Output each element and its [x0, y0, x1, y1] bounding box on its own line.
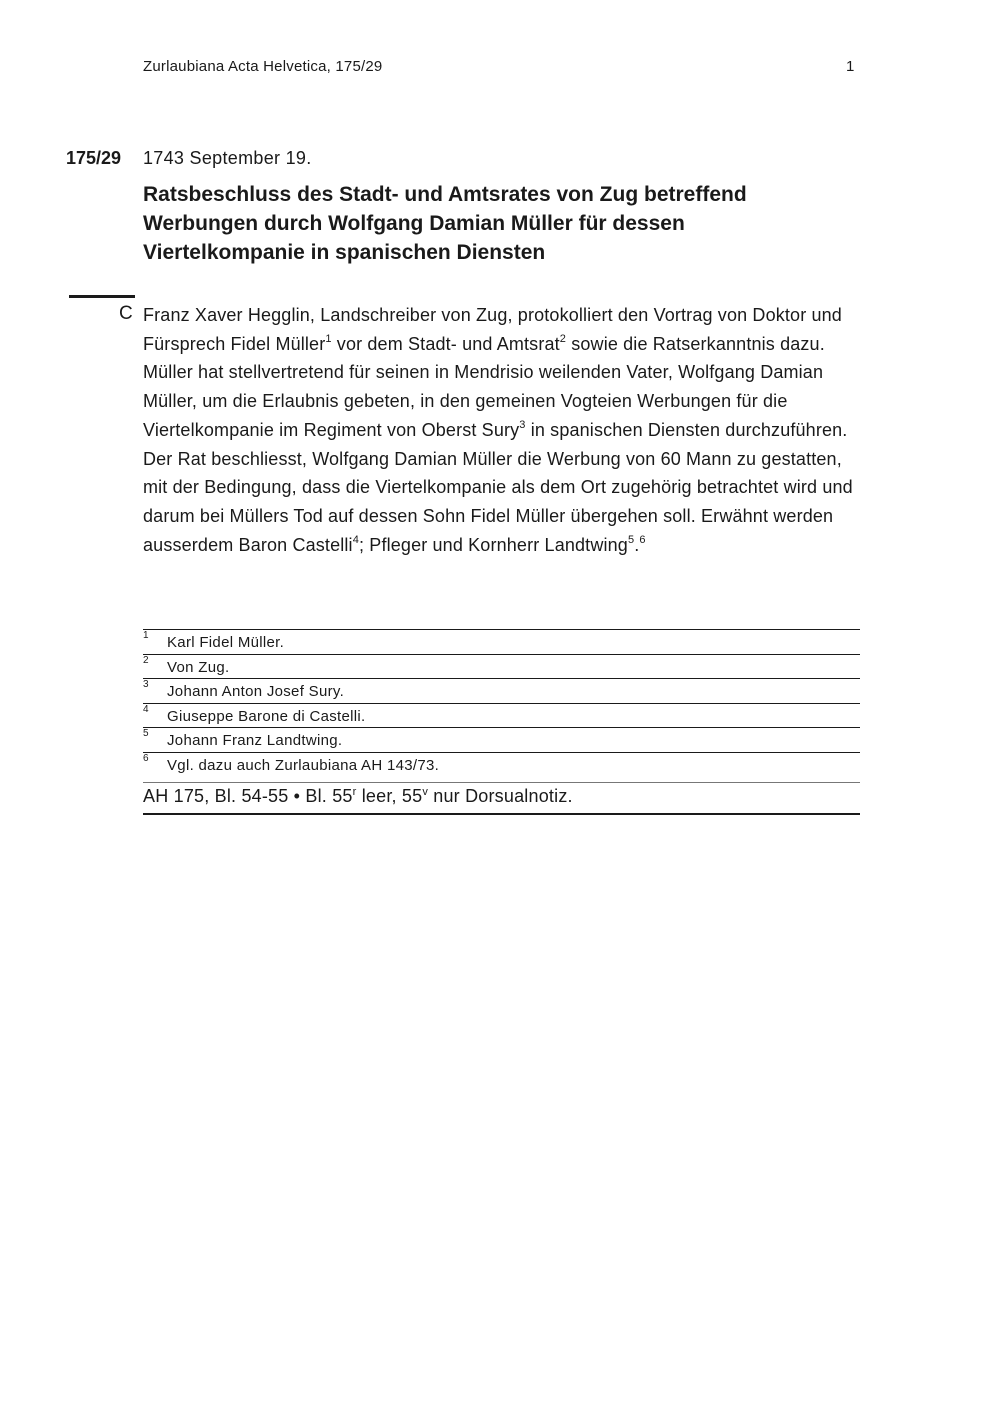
footnote-ref[interactable]: 2 [559, 332, 567, 345]
regest-text [143, 301, 863, 559]
footnote-text: Karl Fidel Müller. [167, 634, 285, 651]
running-title: Zurlaubiana Acta Helvetica, 175/29 [143, 58, 383, 75]
footnote-number: 5 [143, 728, 149, 739]
witness-siglum: C [119, 303, 133, 324]
document-date: 1743 September 19. [143, 148, 312, 168]
document-title: Ratsbeschluss des Stadt- und Amtsrates von Zug betreffend Werbungen durch Wolfgang Damian Müller für dessen Viertelkompanie in spanischen Diensten [143, 183, 747, 264]
footnote-item [143, 727, 860, 752]
footnote-ref[interactable]: 1 [325, 332, 332, 345]
verso-mark: v [422, 786, 429, 798]
regest-segment: Franz Xaver Hegglin, Landschreiber von Zug, protokolliert den Vortrag von Doktor und Fürsprech Fidel Müller [143, 305, 842, 354]
source-segment: nur Dorsualnotiz. [428, 786, 573, 806]
source-citation [143, 782, 860, 815]
footnote-text: Johann Anton Josef Sury. [167, 683, 345, 700]
footnote-text: Giuseppe Barone di Castelli. [167, 707, 366, 725]
footnote-text: Von Zug. [167, 658, 230, 676]
regest-segment: sowie die Ratserkanntnis dazu. Müller hat stellvertretend für seinen in Mendrisio weilenden Vater, Wolfgang Damian Müller, um die Erlaubnis gebeten, in den gemeinen Vogteien Werbungen für die Viertelkompanie im Regiment von Oberst Sury [143, 333, 825, 440]
footnote-ref[interactable]: 3 [519, 418, 526, 431]
recto-mark: r [352, 786, 357, 798]
footnote-text: Johann Franz Landtwing. [167, 732, 343, 749]
footnote-ref[interactable]: 4 [352, 533, 359, 546]
footnote-number: 2 [143, 654, 149, 666]
source-citation-text [143, 786, 573, 807]
regest-segment: . [634, 534, 640, 555]
footnote-text: Vgl. dazu auch Zurlaubiana AH 143/73. [167, 756, 440, 774]
footnote-item [143, 703, 860, 728]
footnote-item [143, 654, 860, 679]
regest-segment: ; Pfleger und Kornherr Landtwing [358, 534, 628, 555]
footnote-number: 4 [143, 703, 149, 715]
source-segment: AH 175, Bl. 54-55 • Bl. 55 [143, 786, 353, 806]
footnote-item [143, 752, 860, 777]
footnote-ref[interactable]: 6 [639, 533, 646, 546]
regest-segment: in spanischen Diensten durchzuführen. Der Rat beschliesst, Wolfgang Damian Müller die Werbung von 60 Mann zu gestatten, mit der Bedingung, dass die Viertelkompanie als dem Ort zugehörig betrachtet wird und darum bei Müllers Tod auf dessen Sohn Fidel Müller übergehen soll. Erwähnt werden ausserdem Baron Castelli [143, 419, 853, 555]
page-number: 1 [846, 58, 855, 75]
source-segment: leer, 55 [356, 786, 423, 806]
document-number: 175/29 [66, 148, 122, 168]
footnote-number: 1 [143, 630, 149, 641]
footnote-ref[interactable]: 5 [627, 533, 635, 546]
footnote-item [143, 629, 860, 654]
footnote-number: 6 [143, 752, 149, 764]
regest-segment: vor dem Stadt- und Amtsrat [331, 333, 560, 354]
margin-divider [69, 295, 135, 298]
footnote-item [143, 678, 860, 703]
footnote-number: 3 [143, 679, 149, 690]
footnote-list [143, 629, 860, 776]
